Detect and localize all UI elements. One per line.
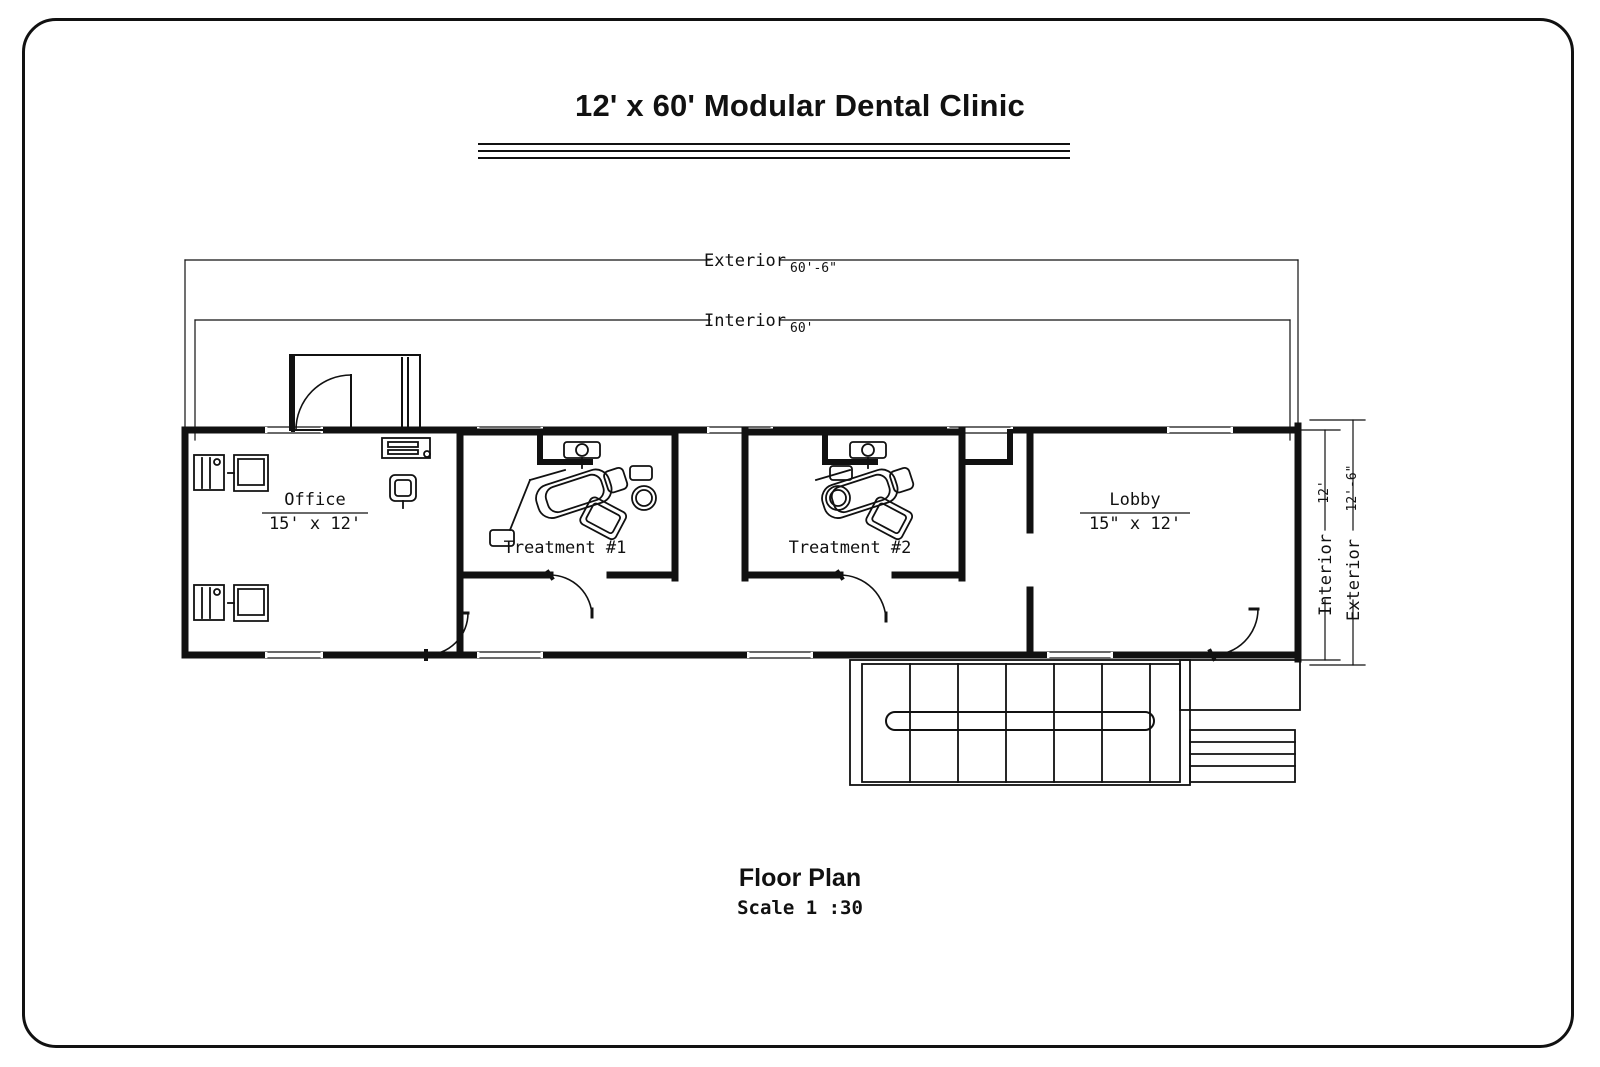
room-label-treatment-2: Treatment #2 bbox=[788, 538, 912, 558]
dimension-exterior-right-value: 12'-6" bbox=[1345, 464, 1360, 512]
door-treatment-1 bbox=[548, 572, 592, 617]
plan-scale: Scale 1 :30 bbox=[737, 897, 863, 919]
title-underline-1 bbox=[478, 143, 1070, 145]
title-underline-3 bbox=[478, 157, 1070, 159]
dimension-interior-top bbox=[195, 320, 1290, 440]
room-size-office: 15' x 12' bbox=[268, 514, 362, 534]
room-label-treatment-1: Treatment #1 bbox=[503, 538, 627, 558]
dimension-labels bbox=[704, 251, 1364, 621]
room-label-office: Office bbox=[284, 490, 346, 510]
room-label-lobby: Lobby bbox=[1109, 490, 1161, 510]
exterior-stair bbox=[850, 660, 1300, 785]
office-furniture bbox=[194, 455, 268, 621]
dental-chair-2 bbox=[816, 442, 916, 541]
floor-plan-drawing bbox=[150, 230, 1450, 810]
dimension-exterior-top-label: Exterior bbox=[704, 251, 786, 271]
room-size-lobby: 15" x 12' bbox=[1088, 514, 1182, 534]
wall-openings bbox=[268, 430, 1230, 655]
plan-caption: Floor Plan bbox=[738, 864, 862, 892]
dimension-interior-top-label: Interior bbox=[704, 311, 786, 331]
wall-opening-frames bbox=[268, 427, 1230, 658]
page-title: 12' x 60' Modular Dental Clinic bbox=[575, 88, 1025, 123]
dimension-exterior-right-label: Exterior bbox=[1344, 539, 1364, 621]
dimension-interior-right-value: 12' bbox=[1317, 480, 1332, 504]
dental-chair-1 bbox=[490, 442, 656, 546]
door-treatment-2 bbox=[838, 572, 886, 621]
title-underline-2 bbox=[478, 150, 1070, 152]
wall-jogs bbox=[540, 432, 1010, 462]
dimension-interior-top-value: 60' bbox=[790, 321, 814, 336]
dimension-interior-right-label: Interior bbox=[1316, 534, 1336, 616]
door-office-top bbox=[290, 355, 420, 430]
dimension-exterior-top-value: 60'-6" bbox=[790, 261, 837, 276]
office-equipment bbox=[382, 438, 430, 508]
